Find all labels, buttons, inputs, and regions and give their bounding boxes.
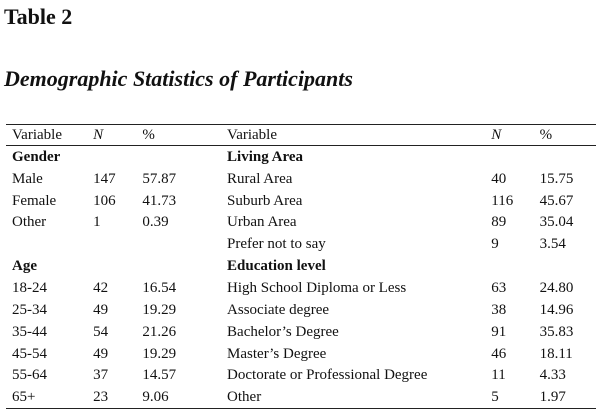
cell-n-left: 54 bbox=[93, 323, 109, 340]
cell-variable-right: Prefer not to say bbox=[227, 236, 326, 253]
cell-variable-right: Associate degree bbox=[227, 301, 330, 318]
cell-n-right: 89 bbox=[491, 214, 507, 231]
cell-percent-left: 41.73 bbox=[142, 192, 177, 209]
cell-variable-left: 25-34 bbox=[12, 301, 47, 318]
cell-percent-right bbox=[540, 255, 596, 277]
cell-percent-right: 14.96 bbox=[539, 301, 574, 318]
cell-variable-left: 65+ bbox=[6, 386, 93, 408]
header-n-right: N bbox=[491, 125, 539, 146]
cell-variable-right: Bachelor’s Degree bbox=[227, 323, 339, 340]
cell-variable-right: Education level bbox=[227, 258, 326, 275]
cell-variable-left: Male bbox=[12, 170, 43, 187]
table-header-row bbox=[6, 125, 596, 146]
cell-variable-left: Other bbox=[12, 214, 47, 231]
table-row bbox=[6, 212, 596, 234]
cell-percent-left: 14.57 bbox=[142, 367, 177, 384]
table-row bbox=[6, 364, 596, 386]
cell-n-right bbox=[491, 255, 539, 277]
cell-n-right: 40 bbox=[491, 170, 507, 187]
cell-percent-right bbox=[540, 146, 596, 168]
cell-n-left: 42 bbox=[93, 279, 109, 296]
cell-variable-right: Suburb Area bbox=[227, 192, 303, 209]
cell-n-right: 116 bbox=[491, 192, 514, 209]
cell-variable-left: 18-24 bbox=[12, 279, 47, 296]
header-n-left: N bbox=[93, 125, 142, 146]
cell-variable-left: Age bbox=[12, 258, 37, 275]
header-percent-right: % bbox=[540, 125, 596, 146]
cell-percent-right: 35.04 bbox=[539, 214, 574, 231]
table-body bbox=[6, 146, 596, 409]
cell-percent-left bbox=[142, 255, 227, 277]
cell-n-left: 1 bbox=[93, 214, 101, 231]
cell-percent-left: 21.26 bbox=[142, 323, 177, 340]
cell-percent-right: 15.75 bbox=[539, 170, 574, 187]
table-row bbox=[6, 299, 596, 321]
table-row bbox=[6, 190, 596, 212]
cell-variable-left: Gender bbox=[12, 148, 61, 165]
table-row bbox=[6, 233, 596, 255]
cell-n-right: 63 bbox=[491, 279, 507, 296]
cell-variable-right: Other bbox=[227, 386, 491, 408]
cell-n-right: 9 bbox=[491, 236, 499, 253]
cell-percent-left: 19.29 bbox=[142, 301, 177, 318]
cell-n-left bbox=[93, 146, 142, 168]
table-header bbox=[6, 125, 596, 146]
table-row bbox=[6, 386, 596, 408]
cell-variable-left: 55-64 bbox=[12, 367, 47, 384]
header-variable-left: Variable bbox=[6, 125, 93, 146]
cell-percent-left: 0.39 bbox=[142, 214, 169, 231]
table-row bbox=[6, 168, 596, 190]
cell-n-right bbox=[491, 146, 539, 168]
cell-percent-left bbox=[142, 233, 227, 255]
table-title: Demographic Statistics of Participants bbox=[4, 66, 353, 91]
header-percent-left: % bbox=[142, 125, 227, 146]
cell-n-left: 49 bbox=[93, 301, 109, 318]
cell-variable-right: Doctorate or Professional Degree bbox=[227, 367, 428, 384]
cell-variable-right: Rural Area bbox=[227, 170, 293, 187]
cell-n-left bbox=[93, 255, 142, 277]
cell-n-left: 147 bbox=[93, 170, 116, 187]
cell-variable-right: Master’s Degree bbox=[227, 345, 327, 362]
cell-percent-left: 57.87 bbox=[142, 170, 177, 187]
table-number-label: Table 2 bbox=[4, 4, 73, 29]
cell-variable-right: Urban Area bbox=[227, 214, 297, 231]
table-row bbox=[6, 146, 596, 168]
cell-percent-right: 45.67 bbox=[539, 192, 574, 209]
cell-percent-right: 35.83 bbox=[539, 323, 574, 340]
cell-percent-right: 24.80 bbox=[539, 279, 574, 296]
cell-variable-left: 35-44 bbox=[12, 323, 47, 340]
cell-n-right: 5 bbox=[491, 386, 539, 408]
cell-variable-left: Female bbox=[12, 192, 57, 209]
cell-variable-right: High School Diploma or Less bbox=[227, 279, 407, 296]
table-row bbox=[6, 255, 596, 277]
cell-variable-left: 45-54 bbox=[12, 345, 47, 362]
cell-percent-right: 1.97 bbox=[540, 386, 596, 408]
header-variable-right: Variable bbox=[227, 125, 491, 146]
cell-n-right: 11 bbox=[491, 367, 506, 384]
cell-n-left: 106 bbox=[93, 192, 116, 209]
cell-percent-right: 18.11 bbox=[539, 345, 573, 362]
cell-percent-left bbox=[142, 146, 227, 168]
cell-percent-left: 19.29 bbox=[142, 345, 177, 362]
demographic-statistics-table bbox=[6, 124, 596, 409]
table-row bbox=[6, 321, 596, 343]
cell-n-left: 23 bbox=[93, 386, 142, 408]
table-row bbox=[6, 277, 596, 299]
cell-variable-left bbox=[6, 233, 93, 255]
cell-n-left bbox=[93, 233, 142, 255]
cell-n-left: 37 bbox=[93, 367, 109, 384]
cell-n-right: 38 bbox=[491, 301, 507, 318]
cell-percent-right: 3.54 bbox=[539, 236, 566, 253]
cell-variable-right: Living Area bbox=[227, 148, 304, 165]
cell-n-right: 46 bbox=[491, 345, 507, 362]
cell-percent-right: 4.33 bbox=[539, 367, 566, 384]
cell-percent-left: 9.06 bbox=[142, 386, 227, 408]
cell-n-right: 91 bbox=[491, 323, 507, 340]
table-row bbox=[6, 343, 596, 365]
cell-n-left: 49 bbox=[93, 345, 109, 362]
cell-percent-left: 16.54 bbox=[142, 279, 177, 296]
